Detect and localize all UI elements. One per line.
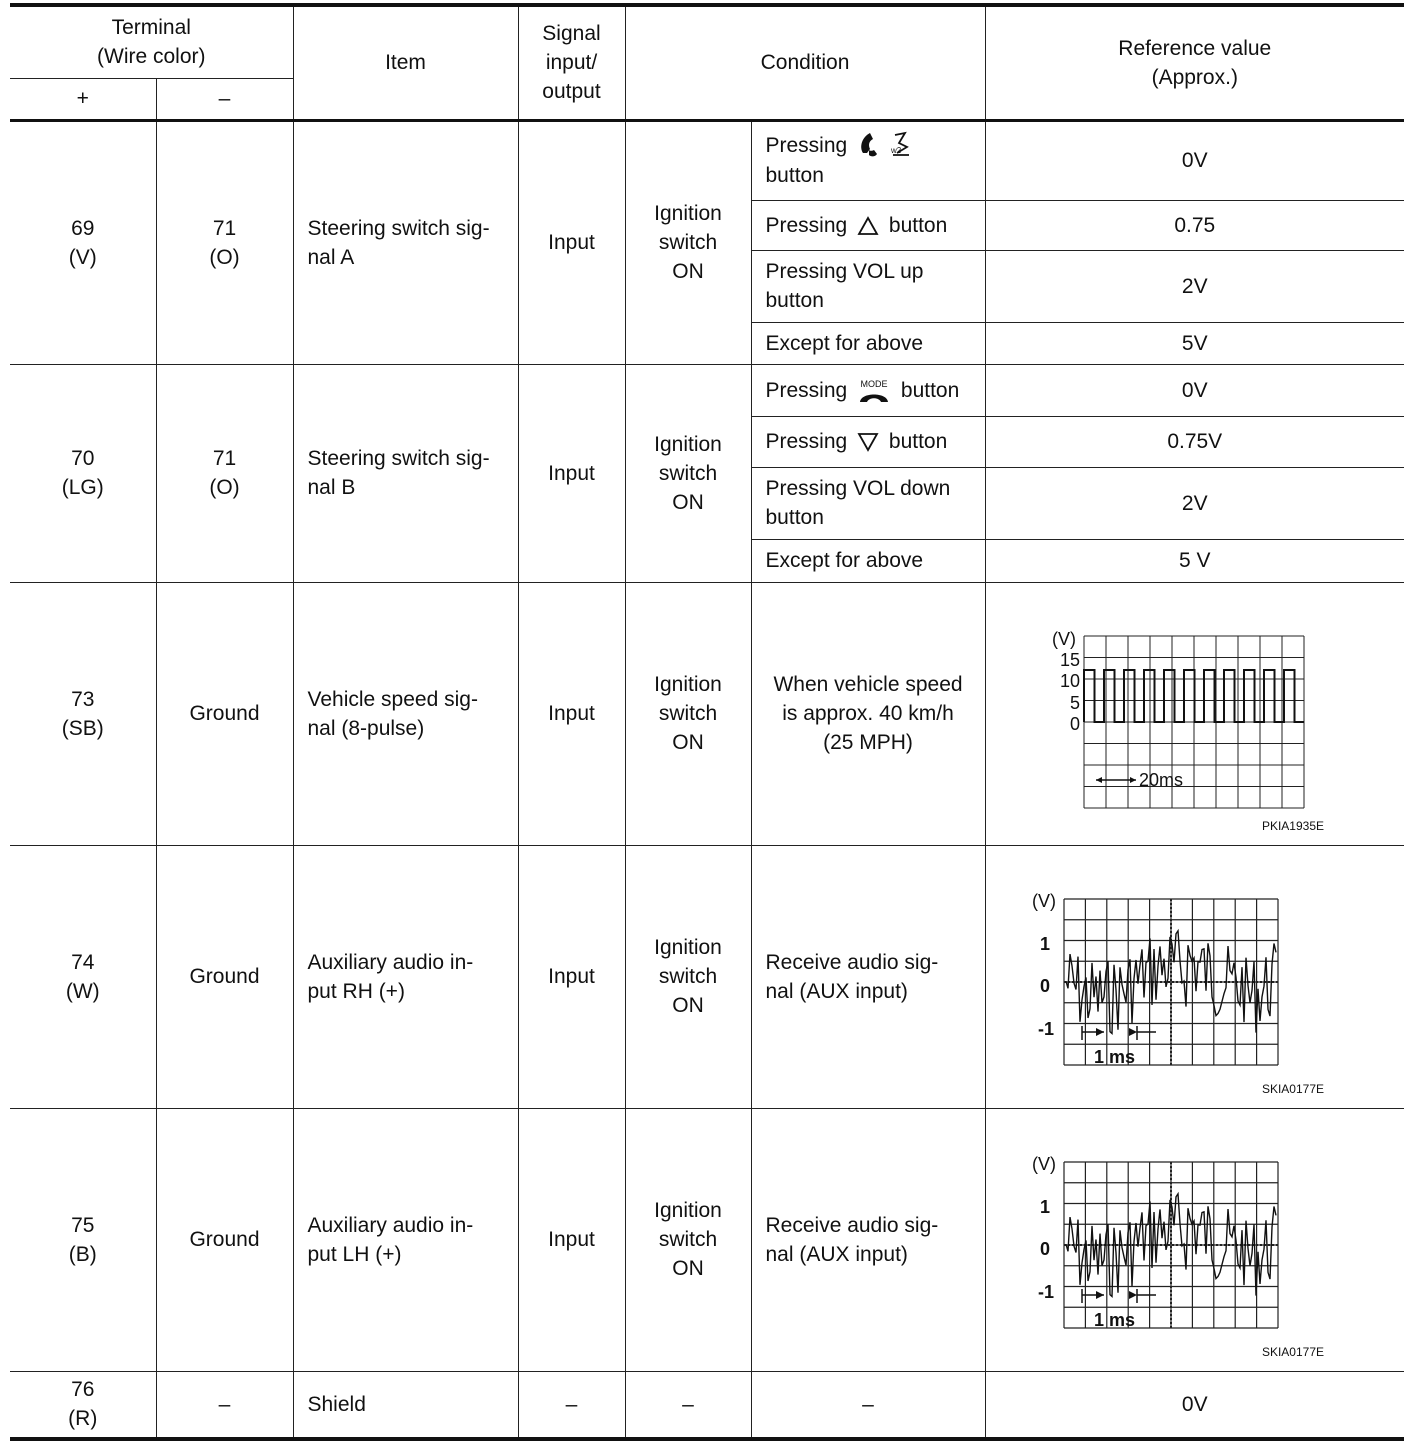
- plus-terminal: 75 (B): [10, 1108, 156, 1371]
- terminal-table: [10, 3, 1404, 1441]
- condition-detail: Receive audio sig- nal (AUX input): [751, 1108, 985, 1371]
- table-row: [10, 1371, 1404, 1439]
- condition-cell: Ignition switch ON: [625, 1108, 751, 1371]
- sub-condition: Pressing w2 button: [751, 120, 985, 200]
- figure-code: SKIA0177E: [1261, 1081, 1324, 1096]
- condition-cell: –: [625, 1371, 751, 1439]
- condition-cell: Ignition switch ON: [625, 582, 751, 845]
- sub-condition: Pressing button: [751, 416, 985, 467]
- reference-value: 0V: [985, 120, 1404, 200]
- svg-text:w2: w2: [891, 146, 902, 156]
- minus-terminal: 71 (O): [156, 120, 293, 364]
- signal-cell: Input: [518, 120, 625, 364]
- pulse-waveform: [985, 582, 1404, 845]
- signal-cell: Input: [518, 845, 625, 1108]
- tick-label: 10: [1059, 670, 1080, 691]
- phone-voice-icon: [857, 131, 913, 161]
- item-cell: Auxiliary audio in- put LH (+): [293, 1108, 518, 1371]
- table-row: [10, 364, 1404, 416]
- audio-waveform: [985, 845, 1404, 1108]
- reference-value: 2V: [985, 250, 1404, 322]
- item-cell: Vehicle speed sig- nal (8-pulse): [293, 582, 518, 845]
- figure-code: PKIA1935E: [1261, 818, 1324, 833]
- condition-detail: Receive audio sig- nal (AUX input): [751, 845, 985, 1108]
- plus-terminal: 70 (LG): [10, 364, 156, 582]
- sub-condition: Except for above: [751, 322, 985, 364]
- tick-label: 1: [1039, 933, 1050, 954]
- plus-header: +: [10, 78, 156, 120]
- unit-label: (V): [1031, 1153, 1056, 1174]
- tick-label: 0: [1039, 1238, 1050, 1259]
- scale-label: 20ms: [1138, 769, 1183, 790]
- mode-icon: [857, 378, 891, 404]
- unit-label: (V): [1031, 890, 1056, 911]
- scale-bracket: [1082, 1289, 1156, 1303]
- triangle-down-icon: [857, 432, 879, 452]
- sub-condition: Pressing VOL down button: [751, 467, 985, 539]
- pulse-waveform-figure: [986, 584, 1405, 844]
- tick-label: 0: [1039, 975, 1050, 996]
- scale-arrowheads: [1096, 1028, 1137, 1036]
- audio-waveform: [985, 1108, 1404, 1371]
- tick-label: 15: [1059, 649, 1080, 670]
- minus-terminal: 71 (O): [156, 364, 293, 582]
- signal-cell: Input: [518, 1108, 625, 1371]
- item-header: Item: [293, 5, 518, 120]
- condition-cell: Ignition switch ON: [625, 845, 751, 1108]
- condition-cell: Ignition switch ON: [625, 364, 751, 582]
- item-cell: Steering switch sig- nal A: [293, 120, 518, 364]
- unit-label: (V): [1051, 628, 1076, 649]
- sub-condition: Pressing button: [751, 200, 985, 250]
- tick-label: -1: [1037, 1281, 1054, 1302]
- reference-value: 0V: [985, 1371, 1404, 1439]
- signal-cell: –: [518, 1371, 625, 1439]
- signal-header: Signal input/ output: [518, 5, 625, 120]
- condition-cell: Ignition switch ON: [625, 120, 751, 364]
- table-row: [10, 582, 1404, 845]
- scale-bracket: [1082, 1026, 1156, 1040]
- plus-terminal: 69 (V): [10, 120, 156, 364]
- scale-label: 1 ms: [1093, 1309, 1135, 1330]
- tick-label: 5: [1069, 692, 1080, 713]
- audio-waveform-figure: [986, 847, 1405, 1107]
- reference-value: 0.75V: [985, 416, 1404, 467]
- table-row: [10, 845, 1404, 1108]
- condition-detail: –: [751, 1371, 985, 1439]
- plus-terminal: 73 (SB): [10, 582, 156, 845]
- reference-value: 5V: [985, 322, 1404, 364]
- minus-terminal: Ground: [156, 845, 293, 1108]
- table-row: [10, 1108, 1404, 1371]
- reference-value: 2V: [985, 467, 1404, 539]
- condition-header: Condition: [625, 5, 985, 120]
- plus-terminal: 74 (W): [10, 845, 156, 1108]
- pulse-trace: [1084, 670, 1304, 722]
- triangle-up-icon: [857, 216, 879, 236]
- minus-header: –: [156, 78, 293, 120]
- tick-label: -1: [1037, 1018, 1054, 1039]
- terminal-header: Terminal (Wire color): [10, 5, 293, 78]
- reference-value: 5 V: [985, 539, 1404, 582]
- scale-arrowheads: [1096, 1291, 1137, 1299]
- plus-terminal: 76 (R): [10, 1371, 156, 1439]
- audio-waveform-figure: [986, 1110, 1405, 1370]
- minus-terminal: –: [156, 1371, 293, 1439]
- item-cell: Steering switch sig- nal B: [293, 364, 518, 582]
- signal-cell: Input: [518, 582, 625, 845]
- reference-value: 0V: [985, 364, 1404, 416]
- sub-condition: Pressing MODE button: [751, 364, 985, 416]
- scale-label: 1 ms: [1093, 1046, 1135, 1067]
- reference-header: Reference value (Approx.): [985, 5, 1404, 120]
- tick-label: 1: [1039, 1196, 1050, 1217]
- svg-text:MODE: MODE: [860, 378, 888, 389]
- signal-cell: Input: [518, 364, 625, 582]
- sub-condition: Pressing VOL up button: [751, 250, 985, 322]
- minus-terminal: Ground: [156, 1108, 293, 1371]
- item-cell: Shield: [293, 1371, 518, 1439]
- item-cell: Auxiliary audio in- put RH (+): [293, 845, 518, 1108]
- minus-terminal: Ground: [156, 582, 293, 845]
- condition-detail: When vehicle speed is approx. 40 km/h (25 MPH): [751, 582, 985, 845]
- reference-value: 0.75: [985, 200, 1404, 250]
- tick-label: 0: [1069, 713, 1080, 734]
- sub-condition: Except for above: [751, 539, 985, 582]
- figure-code: SKIA0177E: [1261, 1344, 1324, 1359]
- table-row: [10, 120, 1404, 200]
